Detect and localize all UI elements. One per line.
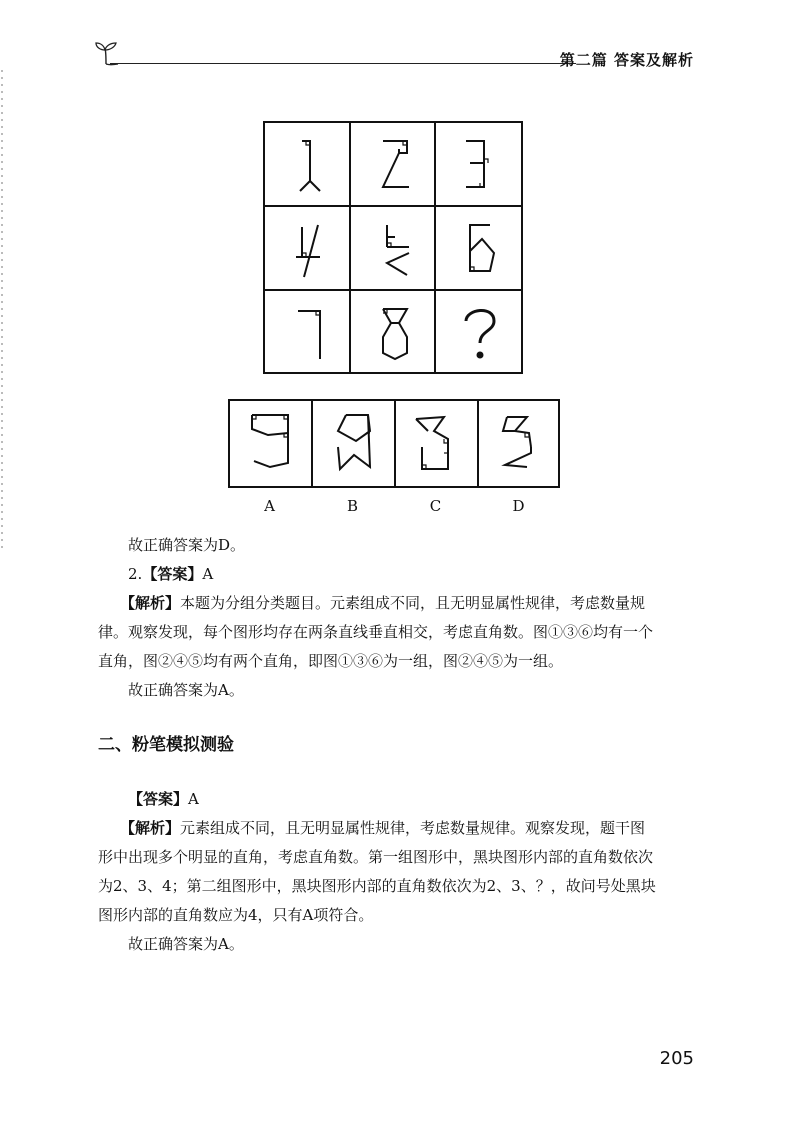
conclusion-q1: 故正确答案为D。 (128, 536, 246, 554)
s2-analysis-line3: 为2、3、4；第二组图形中，黑块图形内部的直角数依次为2、3、？，故问号处黑块 (98, 877, 656, 895)
page-number: 205 (659, 1048, 694, 1069)
option-a-glyph (244, 409, 298, 479)
figure-4-glyph (290, 217, 334, 281)
s2-analysis-line4: 图形内部的直角数应为4，只有A项符合。 (98, 906, 374, 924)
q2-answer-line (98, 560, 728, 589)
option-label-c: C (429, 497, 442, 515)
s2-answer-value: A (188, 790, 199, 808)
header-title: 第二篇 答案及解析 (559, 51, 694, 69)
option-label-d: D (512, 497, 525, 515)
option-c-glyph (408, 409, 462, 479)
figure-8-glyph (373, 301, 417, 365)
figure-7-glyph (290, 301, 334, 365)
scan-edge-marks (0, 70, 6, 550)
figure-3-glyph (458, 135, 502, 199)
figure-5-glyph (373, 217, 417, 281)
option-label-b: B (346, 497, 359, 515)
option-labels (228, 497, 560, 517)
s2-analysis-line1 (98, 814, 698, 843)
s2-analysis-line2: 形中出现多个明显的直角，考虑直角数。第一组图形中，黑块图形内部的直角数依次 (98, 848, 654, 866)
q2-answer-value: A (202, 565, 214, 583)
option-label-a: A (264, 497, 275, 515)
s2-answer-line (98, 785, 728, 814)
question-mark-icon (458, 301, 502, 365)
s2-analysis-text1: 元素组成不同，且无明显属性规律，考虑数量规律。观察发现，题干图 (180, 819, 646, 837)
question-figure-grid (263, 121, 523, 374)
s2-analysis-tag: 【解析】 (120, 819, 181, 837)
s2-answer-tag: 【答案】 (128, 790, 189, 808)
q2-analysis-line2: 律。观察发现，每个图形均存在两条直线垂直相交，考虑直角数。图①③⑥均有一个 (98, 623, 654, 641)
section-title: 二、粉笔模拟测验 (98, 735, 234, 755)
figure-2-glyph (373, 135, 417, 199)
q2-answer-tag: 【答案】 (142, 565, 203, 583)
option-b-glyph (326, 409, 380, 479)
q2-analysis-text1: 本题为分组分类题目。元素组成不同，且无明显属性规律，考虑数量规 (180, 594, 646, 612)
option-d-glyph (491, 409, 545, 479)
q2-analysis-line3: 直角，图②④⑤均有两个直角，即图①③⑥为一组，图②④⑤为一组。 (98, 652, 564, 670)
s2-conclusion: 故正确答案为A。 (128, 935, 244, 953)
q2-analysis-line1 (98, 589, 698, 618)
q2-number: 2. (128, 565, 143, 583)
answer-options (228, 399, 560, 488)
page-header (92, 38, 704, 72)
q2-conclusion: 故正确答案为A。 (128, 681, 244, 699)
figure-1-glyph (290, 135, 330, 199)
header-rule (110, 63, 576, 64)
q2-analysis-tag: 【解析】 (120, 594, 181, 612)
figure-6-glyph (458, 217, 502, 281)
